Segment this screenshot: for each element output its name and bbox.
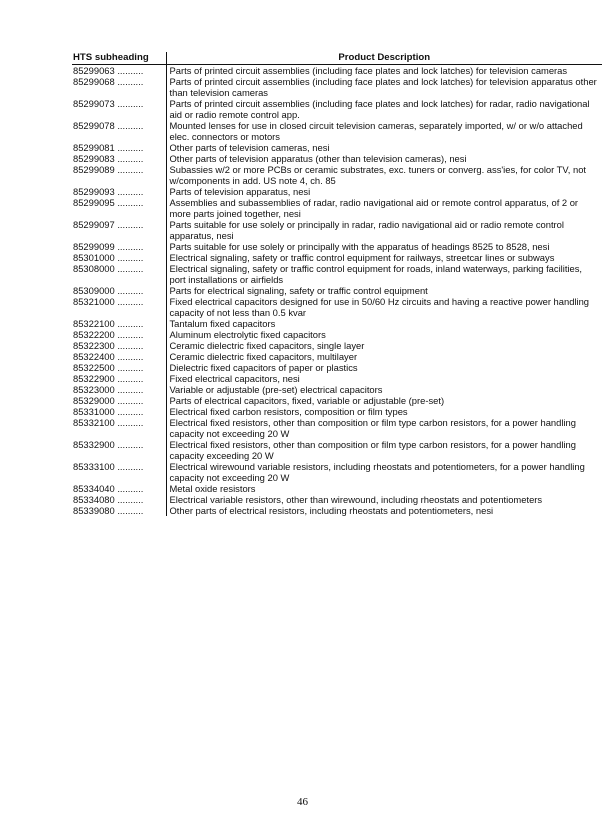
product-description-cell: Fixed electrical capacitors designed for use in 50/60 Hz circuits and having a reactive power handling capacity of not less than 0.5 kvar (169, 296, 589, 318)
product-description-cell: Parts of electrical capacitors, fixed, variable or adjustable (pre-set) (169, 395, 445, 406)
table-header (72, 52, 602, 65)
product-description-cell: Aluminum electrolytic fixed capacitors (169, 329, 326, 340)
product-description-cell: Parts for electrical signaling, safety or traffic control equipment (169, 285, 428, 296)
hts-code-cell: 85322300 .......... (72, 340, 166, 351)
product-description-cell: Metal oxide resistors (169, 483, 256, 494)
product-description-cell: Tantalum fixed capacitors (169, 318, 276, 329)
hts-code-cell: 85299095 .......... (72, 197, 166, 219)
table-row (72, 351, 602, 362)
product-description-cell: Variable or adjustable (pre-set) electrical capacitors (169, 384, 383, 395)
hts-code-cell: 85299081 .......... (72, 142, 166, 153)
table-row (72, 395, 602, 406)
hts-code-cell: 85334080 .......... (72, 494, 166, 505)
product-description-cell: Parts of printed circuit assemblies (including face plates and lock latches) for television apparatus other than television cameras (169, 76, 597, 98)
table-row (72, 461, 602, 483)
hts-code-cell: 85301000 .......... (72, 252, 166, 263)
hts-code-cell: 85322200 .......... (72, 329, 166, 340)
product-description-cell: Parts of television apparatus, nesi (169, 186, 311, 197)
hts-code-cell: 85299099 .......... (72, 241, 166, 252)
hts-code-cell: 85334040 .......... (72, 483, 166, 494)
table-row (72, 219, 602, 241)
table-row (72, 142, 602, 153)
table-row (72, 197, 602, 219)
table-row (72, 373, 602, 384)
hts-code-cell: 85322500 .......... (72, 362, 166, 373)
product-description-cell: Subassies w/2 or more PCBs or ceramic substrates, exc. tuners or converg. ass'ies, for color TV, not w/components in add. US note 4, ch. 85 (169, 164, 587, 186)
table-row (72, 252, 602, 263)
product-description-cell: Other parts of television apparatus (other than television cameras), nesi (169, 153, 467, 164)
product-description-cell: Other parts of television cameras, nesi (169, 142, 330, 153)
table-row (72, 505, 602, 516)
hts-code-cell: 85322100 .......... (72, 318, 166, 329)
hts-code-cell: 85323000 .......... (72, 384, 166, 395)
hts-code-cell: 85322400 .......... (72, 351, 166, 362)
product-description-cell: Parts suitable for use solely or principally with the apparatus of headings 8525 to 8528, nesi (169, 241, 550, 252)
hts-code-cell: 85299063 .......... (72, 65, 166, 77)
product-description-cell: Mounted lenses for use in closed circuit television cameras, separately imported, w/ or w/o attached elec. connectors or motors (169, 120, 583, 142)
hts-code-cell: 85299078 .......... (72, 120, 166, 142)
product-description-cell: Ceramic dielectric fixed capacitors, single layer (169, 340, 365, 351)
hts-code-cell: 85299097 .......... (72, 219, 166, 241)
product-description-cell: Electrical wirewound variable resistors, including rheostats and potentiometers, for a power handling capacity not exceeding 20 W (169, 461, 585, 483)
product-description-cell: Electrical signaling, safety or traffic control equipment for railways, streetcar lines or subways (169, 252, 555, 263)
product-description-cell: Electrical variable resistors, other than wirewound, including rheostats and potentiometers (169, 494, 543, 505)
hts-code-cell: 85308000 .......... (72, 263, 166, 285)
hts-code-cell: 85329000 .......... (72, 395, 166, 406)
hts-code-cell: 85321000 .......... (72, 296, 166, 318)
hts-code-cell: 85331000 .......... (72, 406, 166, 417)
table-row (72, 494, 602, 505)
table-row (72, 65, 602, 77)
table-row (72, 417, 602, 439)
table-row (72, 362, 602, 373)
hts-code-cell: 85333100 .......... (72, 461, 166, 483)
hts-code-cell: 85299083 .......... (72, 153, 166, 164)
product-description-cell: Electrical fixed resistors, other than composition or film type carbon resistors, for a power handling capacity exceeding 20 W (169, 439, 576, 461)
product-description-cell: Electrical fixed resistors, other than composition or film type carbon resistors, for a power handling capacity not exceeding 20 W (169, 417, 576, 439)
table-row (72, 439, 602, 461)
product-description-cell: Dielectric fixed capacitors of paper or plastics (169, 362, 358, 373)
page-number: 46 (297, 796, 308, 808)
hts-code-cell: 85299089 .......... (72, 164, 166, 186)
product-description-cell: Assemblies and subassemblies of radar, radio navigational aid or remote control apparatus, of 2 or more parts joined together, nesi (169, 197, 579, 219)
table-row (72, 329, 602, 340)
table-row (72, 263, 602, 285)
product-description-cell: Parts of printed circuit assemblies (including face plates and lock latches) for television cameras (169, 65, 568, 76)
table-row (72, 296, 602, 318)
hts-code-cell: 85332100 .......... (72, 417, 166, 439)
table-row (72, 153, 602, 164)
product-description-cell: Parts of printed circuit assemblies (including face plates and lock latches) for radar, radio navigational aid or radio remote control app. (169, 98, 590, 120)
hts-table (72, 52, 602, 516)
table-row (72, 340, 602, 351)
table-row (72, 483, 602, 494)
hts-code-cell: 85339080 .......... (72, 505, 166, 516)
product-description-cell: Parts suitable for use solely or principally in radar, radio navigational aid or radio remote control apparatus, nesi (169, 219, 564, 241)
product-description-cell: Other parts of electrical resistors, including rheostats and potentiometers, nesi (169, 505, 494, 516)
hts-code-cell: 85299093 .......... (72, 186, 166, 197)
table-row (72, 76, 602, 98)
table-body (72, 65, 602, 517)
table-row (72, 186, 602, 197)
table-row (72, 241, 602, 252)
product-description-cell: Electrical fixed carbon resistors, composition or film types (169, 406, 408, 417)
hts-code-cell: 85299068 .......... (72, 76, 166, 98)
header-product-description: Product Description (166, 52, 602, 65)
hts-code-cell: 85309000 .......... (72, 285, 166, 296)
product-description-cell: Ceramic dielectric fixed capacitors, multilayer (169, 351, 358, 362)
hts-code-cell: 85332900 .......... (72, 439, 166, 461)
product-description-cell: Electrical signaling, safety or traffic control equipment for roads, inland waterways, parking facilities, port installations or airfields (169, 263, 583, 285)
table-row (72, 406, 602, 417)
table-row (72, 285, 602, 296)
hts-code-cell: 85299073 .......... (72, 98, 166, 120)
table-row (72, 384, 602, 395)
table-row (72, 164, 602, 186)
table-row (72, 98, 602, 120)
table-row (72, 120, 602, 142)
table-row (72, 318, 602, 329)
product-description-cell: Fixed electrical capacitors, nesi (169, 373, 300, 384)
hts-code-cell: 85322900 .......... (72, 373, 166, 384)
header-hts-subheading: HTS subheading (72, 52, 166, 65)
